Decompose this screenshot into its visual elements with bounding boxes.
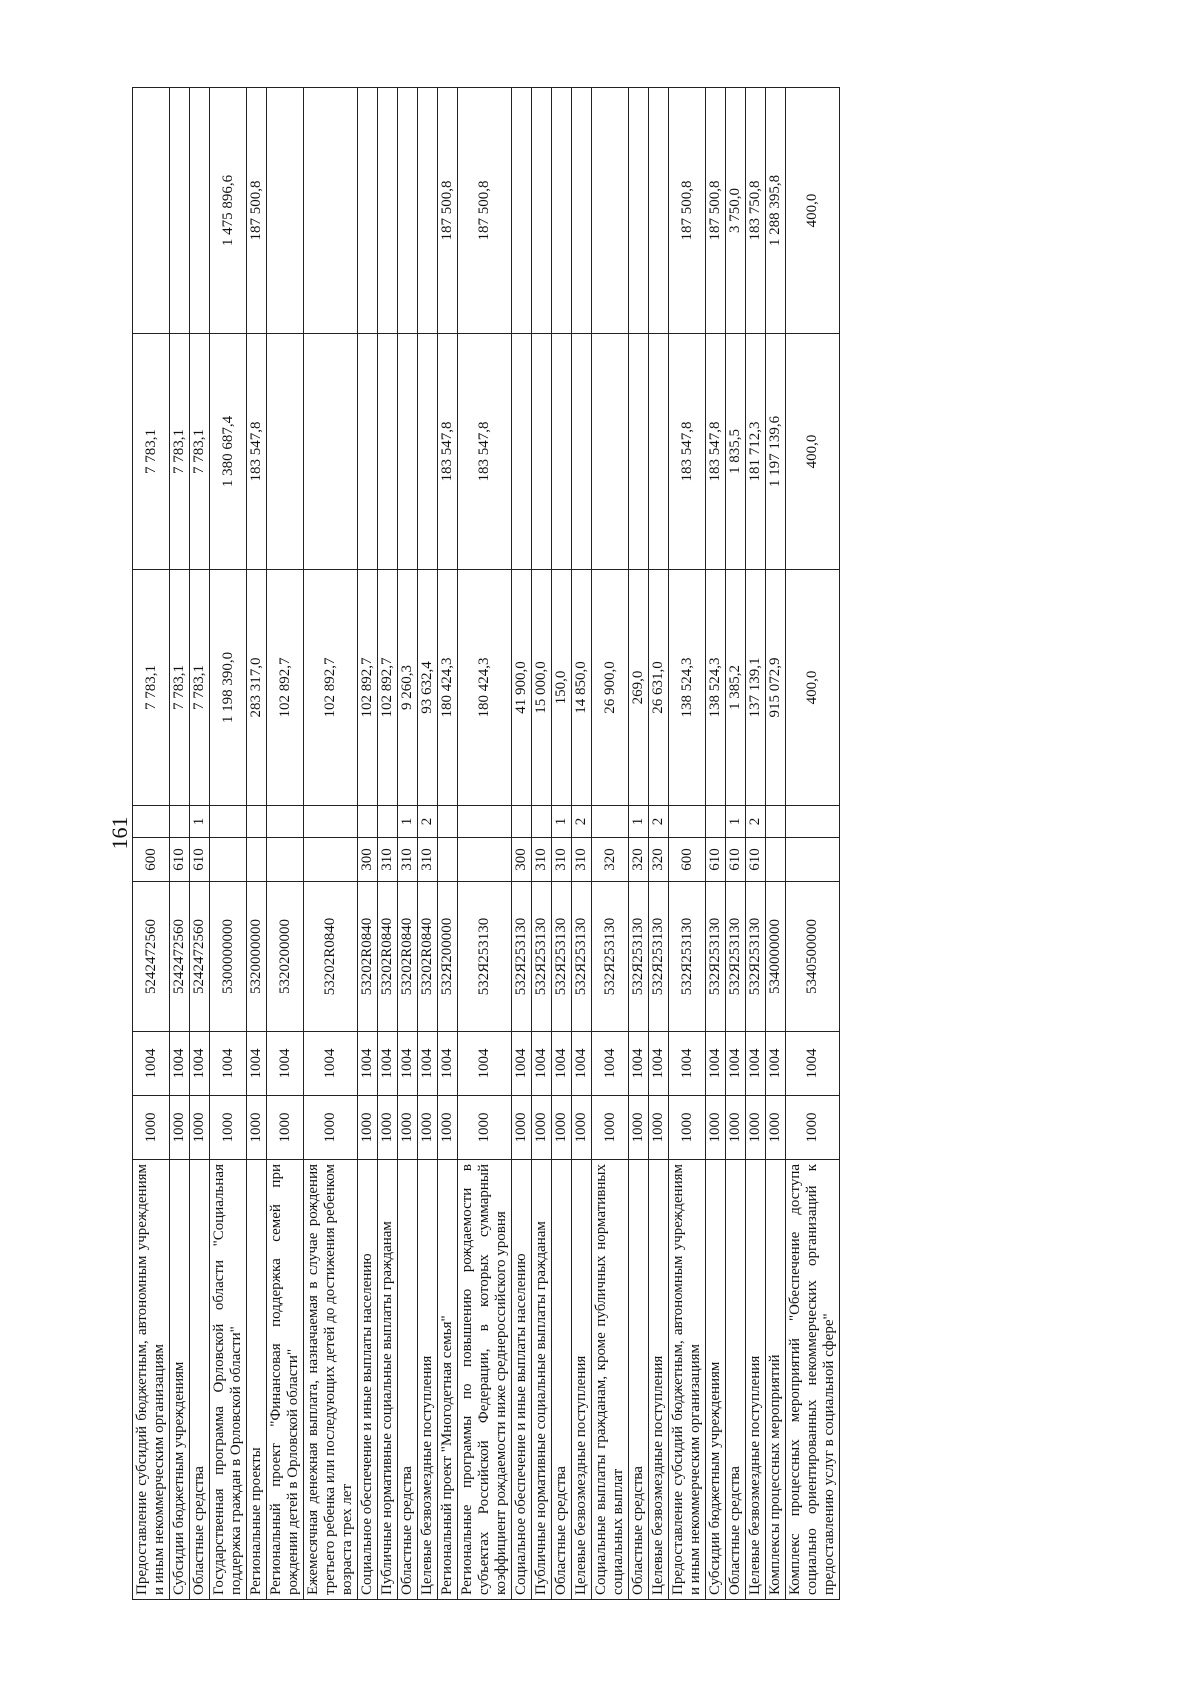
row-name-cell: Областные средства	[629, 1160, 649, 1600]
amount-year3-cell	[532, 88, 552, 334]
amount-year1-cell: 41 900,0	[512, 570, 532, 806]
subsection-code-cell: 1004	[438, 1032, 458, 1096]
section-code-cell: 1000	[532, 1096, 552, 1160]
table-row	[304, 88, 358, 1600]
funding-source-cell	[706, 806, 726, 838]
amount-year2-cell: 1 380 687,4	[210, 334, 247, 570]
amount-year2-cell	[552, 334, 572, 570]
subsection-code-cell: 1004	[304, 1032, 358, 1096]
amount-year2-cell: 183 547,8	[458, 334, 512, 570]
target-article-cell: 5242472560	[170, 882, 190, 1032]
table-row	[572, 88, 592, 1600]
amount-year3-cell	[267, 88, 304, 334]
row-name-cell: Субсидии бюджетным учреждениям	[170, 1160, 190, 1600]
subsection-code-cell: 1004	[247, 1032, 267, 1096]
section-code-cell: 1000	[592, 1096, 629, 1160]
amount-year2-cell: 181 712,3	[746, 334, 766, 570]
amount-year1-cell: 93 632,4	[418, 570, 438, 806]
expense-type-cell: 610	[746, 838, 766, 882]
amount-year2-cell: 1 197 139,6	[766, 334, 786, 570]
amount-year2-cell: 7 783,1	[133, 334, 170, 570]
amount-year3-cell: 183 750,8	[746, 88, 766, 334]
target-article-cell: 532Я253130	[629, 882, 649, 1032]
section-code-cell: 1000	[786, 1096, 840, 1160]
rotated-table-sheet	[132, 88, 952, 1600]
target-article-cell: 532Я253130	[669, 882, 706, 1032]
row-name-cell: Социальное обеспечение и иные выплаты населению	[358, 1160, 378, 1600]
amount-year2-cell	[572, 334, 592, 570]
row-name-cell: Региональные программы по повышению рождаемости в субъектах Российской Федерации, в которых суммарный коэффициент рождаемости ниже среднероссийского уровня	[458, 1160, 512, 1600]
expense-type-cell: 610	[170, 838, 190, 882]
target-article-cell: 532Я253130	[706, 882, 726, 1032]
expense-type-cell: 300	[512, 838, 532, 882]
amount-year1-cell: 180 424,3	[438, 570, 458, 806]
subsection-code-cell: 1004	[726, 1032, 746, 1096]
funding-source-cell	[512, 806, 532, 838]
amount-year2-cell: 183 547,8	[438, 334, 458, 570]
amount-year2-cell	[649, 334, 669, 570]
funding-source-cell	[786, 806, 840, 838]
section-code-cell: 1000	[572, 1096, 592, 1160]
amount-year3-cell	[629, 88, 649, 334]
funding-source-cell	[592, 806, 629, 838]
row-name-cell: Комплексы процессных мероприятий	[766, 1160, 786, 1600]
section-code-cell: 1000	[133, 1096, 170, 1160]
subsection-code-cell: 1004	[378, 1032, 398, 1096]
table-row	[133, 88, 170, 1600]
amount-year3-cell: 187 500,8	[458, 88, 512, 334]
amount-year1-cell: 269,0	[629, 570, 649, 806]
subsection-code-cell: 1004	[786, 1032, 840, 1096]
amount-year3-cell	[304, 88, 358, 334]
section-code-cell: 1000	[267, 1096, 304, 1160]
amount-year2-cell: 7 783,1	[170, 334, 190, 570]
target-article-cell: 5340000000	[766, 882, 786, 1032]
target-article-cell: 532Я253130	[649, 882, 669, 1032]
target-article-cell: 532Я253130	[532, 882, 552, 1032]
subsection-code-cell: 1004	[358, 1032, 378, 1096]
table-row	[358, 88, 378, 1600]
amount-year2-cell	[418, 334, 438, 570]
target-article-cell: 5242472560	[190, 882, 210, 1032]
expense-type-cell: 600	[669, 838, 706, 882]
target-article-cell: 532Я253130	[592, 882, 629, 1032]
row-name-cell: Предоставление субсидий бюджетным, автономным учреждениям и иным некоммерческим организациям	[133, 1160, 170, 1600]
subsection-code-cell: 1004	[458, 1032, 512, 1096]
amount-year1-cell: 138 524,3	[706, 570, 726, 806]
row-name-cell: Областные средства	[190, 1160, 210, 1600]
amount-year3-cell	[358, 88, 378, 334]
amount-year2-cell: 400,0	[786, 334, 840, 570]
amount-year2-cell	[304, 334, 358, 570]
amount-year2-cell	[629, 334, 649, 570]
funding-source-cell	[247, 806, 267, 838]
table-body	[133, 88, 840, 1600]
row-name-cell: Региональный проект "Финансовая поддержка семей при рождении детей в Орловской области"	[267, 1160, 304, 1600]
subsection-code-cell: 1004	[766, 1032, 786, 1096]
section-code-cell: 1000	[746, 1096, 766, 1160]
subsection-code-cell: 1004	[170, 1032, 190, 1096]
row-name-cell: Целевые безвозмездные поступления	[746, 1160, 766, 1600]
funding-source-cell	[133, 806, 170, 838]
expense-type-cell	[267, 838, 304, 882]
target-article-cell: 532Я253130	[512, 882, 532, 1032]
amount-year3-cell: 400,0	[786, 88, 840, 334]
expense-type-cell	[766, 838, 786, 882]
row-name-cell: Социальное обеспечение и иные выплаты населению	[512, 1160, 532, 1600]
table-row	[378, 88, 398, 1600]
section-code-cell: 1000	[766, 1096, 786, 1160]
amount-year1-cell: 138 524,3	[669, 570, 706, 806]
amount-year1-cell: 1 198 390,0	[210, 570, 247, 806]
target-article-cell: 532Я253130	[572, 882, 592, 1032]
target-article-cell: 5320000000	[247, 882, 267, 1032]
funding-source-cell: 1	[398, 806, 418, 838]
target-article-cell: 532Я253130	[746, 882, 766, 1032]
table-row	[649, 88, 669, 1600]
amount-year3-cell	[649, 88, 669, 334]
amount-year2-cell	[398, 334, 418, 570]
funding-source-cell: 2	[572, 806, 592, 838]
amount-year1-cell: 102 892,7	[378, 570, 398, 806]
section-code-cell: 1000	[726, 1096, 746, 1160]
row-name-cell: Ежемесячная денежная выплата, назначаемая в случае рождения третьего ребенка или последующих детей до достижения ребенком возраста трех лет	[304, 1160, 358, 1600]
amount-year2-cell	[512, 334, 532, 570]
amount-year3-cell: 1 475 896,6	[210, 88, 247, 334]
amount-year1-cell: 15 000,0	[532, 570, 552, 806]
expense-type-cell	[438, 838, 458, 882]
section-code-cell: 1000	[378, 1096, 398, 1160]
subsection-code-cell: 1004	[572, 1032, 592, 1096]
subsection-code-cell: 1004	[398, 1032, 418, 1096]
row-name-cell: Предоставление субсидий бюджетным, автономным учреждениям и иным некоммерческим организациям	[669, 1160, 706, 1600]
expense-type-cell: 310	[398, 838, 418, 882]
expense-type-cell	[247, 838, 267, 882]
section-code-cell: 1000	[247, 1096, 267, 1160]
funding-source-cell: 1	[552, 806, 572, 838]
table-row	[706, 88, 726, 1600]
amount-year1-cell: 7 783,1	[190, 570, 210, 806]
target-article-cell: 53202R0840	[358, 882, 378, 1032]
expense-type-cell	[304, 838, 358, 882]
amount-year3-cell	[572, 88, 592, 334]
amount-year3-cell: 3 750,0	[726, 88, 746, 334]
amount-year1-cell: 26 900,0	[592, 570, 629, 806]
expense-type-cell	[786, 838, 840, 882]
row-name-cell: Целевые безвозмездные поступления	[649, 1160, 669, 1600]
amount-year1-cell: 180 424,3	[458, 570, 512, 806]
expense-type-cell: 600	[133, 838, 170, 882]
amount-year3-cell	[190, 88, 210, 334]
amount-year2-cell: 1 835,5	[726, 334, 746, 570]
section-code-cell: 1000	[706, 1096, 726, 1160]
expense-type-cell: 320	[629, 838, 649, 882]
amount-year3-cell	[592, 88, 629, 334]
funding-source-cell	[267, 806, 304, 838]
amount-year1-cell: 137 139,1	[746, 570, 766, 806]
amount-year2-cell	[592, 334, 629, 570]
funding-source-cell: 1	[190, 806, 210, 838]
funding-source-cell	[210, 806, 247, 838]
amount-year1-cell: 7 783,1	[170, 570, 190, 806]
amount-year1-cell: 1 385,2	[726, 570, 746, 806]
table-row	[669, 88, 706, 1600]
row-name-cell: Социальные выплаты гражданам, кроме публичных нормативных социальных выплат	[592, 1160, 629, 1600]
funding-source-cell	[669, 806, 706, 838]
amount-year3-cell	[378, 88, 398, 334]
amount-year3-cell	[552, 88, 572, 334]
table-row	[592, 88, 629, 1600]
subsection-code-cell: 1004	[629, 1032, 649, 1096]
amount-year1-cell: 102 892,7	[358, 570, 378, 806]
subsection-code-cell: 1004	[552, 1032, 572, 1096]
section-code-cell: 1000	[512, 1096, 532, 1160]
subsection-code-cell: 1004	[267, 1032, 304, 1096]
expense-type-cell: 310	[552, 838, 572, 882]
row-name-cell: Областные средства	[552, 1160, 572, 1600]
amount-year1-cell: 283 317,0	[247, 570, 267, 806]
section-code-cell: 1000	[458, 1096, 512, 1160]
table-row	[726, 88, 746, 1600]
row-name-cell: Целевые безвозмездные поступления	[418, 1160, 438, 1600]
row-name-cell: Субсидии бюджетным учреждениям	[706, 1160, 726, 1600]
row-name-cell: Областные средства	[398, 1160, 418, 1600]
table-row	[532, 88, 552, 1600]
table-row	[247, 88, 267, 1600]
target-article-cell: 532Я253130	[458, 882, 512, 1032]
subsection-code-cell: 1004	[190, 1032, 210, 1096]
table-row	[418, 88, 438, 1600]
section-code-cell: 1000	[552, 1096, 572, 1160]
amount-year3-cell	[512, 88, 532, 334]
amount-year2-cell: 183 547,8	[706, 334, 726, 570]
page-number: 161	[107, 816, 132, 850]
table-row	[170, 88, 190, 1600]
expense-type-cell: 310	[418, 838, 438, 882]
target-article-cell: 5320200000	[267, 882, 304, 1032]
funding-source-cell: 2	[746, 806, 766, 838]
expense-type-cell: 310	[572, 838, 592, 882]
table-row	[512, 88, 532, 1600]
subsection-code-cell: 1004	[418, 1032, 438, 1096]
funding-source-cell	[304, 806, 358, 838]
row-name-cell: Публичные нормативные социальные выплаты гражданам	[378, 1160, 398, 1600]
amount-year2-cell: 7 783,1	[190, 334, 210, 570]
expense-type-cell: 300	[358, 838, 378, 882]
row-name-cell: Областные средства	[726, 1160, 746, 1600]
funding-source-cell: 2	[418, 806, 438, 838]
funding-source-cell: 2	[649, 806, 669, 838]
section-code-cell: 1000	[649, 1096, 669, 1160]
table-row	[438, 88, 458, 1600]
funding-source-cell	[378, 806, 398, 838]
subsection-code-cell: 1004	[746, 1032, 766, 1096]
table-row	[552, 88, 572, 1600]
target-article-cell: 53202R0840	[398, 882, 418, 1032]
target-article-cell: 532Я253130	[726, 882, 746, 1032]
target-article-cell: 5242472560	[133, 882, 170, 1032]
section-code-cell: 1000	[304, 1096, 358, 1160]
amount-year1-cell: 400,0	[786, 570, 840, 806]
expense-type-cell: 310	[378, 838, 398, 882]
funding-source-cell	[766, 806, 786, 838]
expense-type-cell	[458, 838, 512, 882]
amount-year3-cell	[398, 88, 418, 334]
target-article-cell: 5340500000	[786, 882, 840, 1032]
target-article-cell: 53202R0840	[378, 882, 398, 1032]
amount-year1-cell: 14 850,0	[572, 570, 592, 806]
funding-source-cell	[532, 806, 552, 838]
subsection-code-cell: 1004	[649, 1032, 669, 1096]
section-code-cell: 1000	[358, 1096, 378, 1160]
table-row	[267, 88, 304, 1600]
amount-year1-cell: 102 892,7	[267, 570, 304, 806]
row-name-cell: Комплекс процессных мероприятий "Обеспечение доступа социально ориентированных некоммерческих организаций к предоставлению услуг в социальной сфере"	[786, 1160, 840, 1600]
target-article-cell: 532Я200000	[438, 882, 458, 1032]
target-article-cell: 53202R0840	[418, 882, 438, 1032]
amount-year3-cell	[418, 88, 438, 334]
subsection-code-cell: 1004	[592, 1032, 629, 1096]
amount-year3-cell: 187 500,8	[247, 88, 267, 334]
target-article-cell: 5300000000	[210, 882, 247, 1032]
amount-year1-cell: 7 783,1	[133, 570, 170, 806]
amount-year2-cell	[358, 334, 378, 570]
row-name-cell: Региональные проекты	[247, 1160, 267, 1600]
amount-year2-cell: 183 547,8	[669, 334, 706, 570]
section-code-cell: 1000	[210, 1096, 247, 1160]
subsection-code-cell: 1004	[512, 1032, 532, 1096]
subsection-code-cell: 1004	[532, 1032, 552, 1096]
row-name-cell: Целевые безвозмездные поступления	[572, 1160, 592, 1600]
amount-year3-cell: 187 500,8	[438, 88, 458, 334]
funding-source-cell	[358, 806, 378, 838]
amount-year1-cell: 9 260,3	[398, 570, 418, 806]
amount-year2-cell	[378, 334, 398, 570]
subsection-code-cell: 1004	[669, 1032, 706, 1096]
amount-year3-cell: 187 500,8	[669, 88, 706, 334]
table-row	[629, 88, 649, 1600]
row-name-cell: Региональный проект "Многодетная семья"	[438, 1160, 458, 1600]
amount-year2-cell	[532, 334, 552, 570]
subsection-code-cell: 1004	[133, 1032, 170, 1096]
subsection-code-cell: 1004	[706, 1032, 726, 1096]
amount-year3-cell	[133, 88, 170, 334]
table-row	[458, 88, 512, 1600]
funding-source-cell	[170, 806, 190, 838]
table-row	[746, 88, 766, 1600]
budget-table	[132, 87, 840, 1600]
table-row	[210, 88, 247, 1600]
amount-year3-cell: 1 288 395,8	[766, 88, 786, 334]
funding-source-cell	[438, 806, 458, 838]
expense-type-cell: 320	[649, 838, 669, 882]
table-row	[190, 88, 210, 1600]
expense-type-cell: 610	[706, 838, 726, 882]
table-row	[786, 88, 840, 1600]
target-article-cell: 53202R0840	[304, 882, 358, 1032]
row-name-cell: Государственная программа Орловской области "Социальная поддержка граждан в Орловской области"	[210, 1160, 247, 1600]
section-code-cell: 1000	[418, 1096, 438, 1160]
expense-type-cell: 610	[190, 838, 210, 882]
section-code-cell: 1000	[190, 1096, 210, 1160]
funding-source-cell: 1	[726, 806, 746, 838]
section-code-cell: 1000	[170, 1096, 190, 1160]
subsection-code-cell: 1004	[210, 1032, 247, 1096]
funding-source-cell: 1	[629, 806, 649, 838]
amount-year2-cell	[267, 334, 304, 570]
expense-type-cell: 320	[592, 838, 629, 882]
row-name-cell: Публичные нормативные социальные выплаты гражданам	[532, 1160, 552, 1600]
section-code-cell: 1000	[629, 1096, 649, 1160]
expense-type-cell	[210, 838, 247, 882]
amount-year1-cell: 26 631,0	[649, 570, 669, 806]
funding-source-cell	[458, 806, 512, 838]
table-row	[766, 88, 786, 1600]
amount-year1-cell: 915 072,9	[766, 570, 786, 806]
amount-year3-cell	[170, 88, 190, 334]
expense-type-cell: 610	[726, 838, 746, 882]
target-article-cell: 532Я253130	[552, 882, 572, 1032]
section-code-cell: 1000	[398, 1096, 418, 1160]
section-code-cell: 1000	[438, 1096, 458, 1160]
amount-year2-cell: 183 547,8	[247, 334, 267, 570]
amount-year3-cell: 187 500,8	[706, 88, 726, 334]
table-row	[398, 88, 418, 1600]
amount-year1-cell: 150,0	[552, 570, 572, 806]
section-code-cell: 1000	[669, 1096, 706, 1160]
expense-type-cell: 310	[532, 838, 552, 882]
amount-year1-cell: 102 892,7	[304, 570, 358, 806]
